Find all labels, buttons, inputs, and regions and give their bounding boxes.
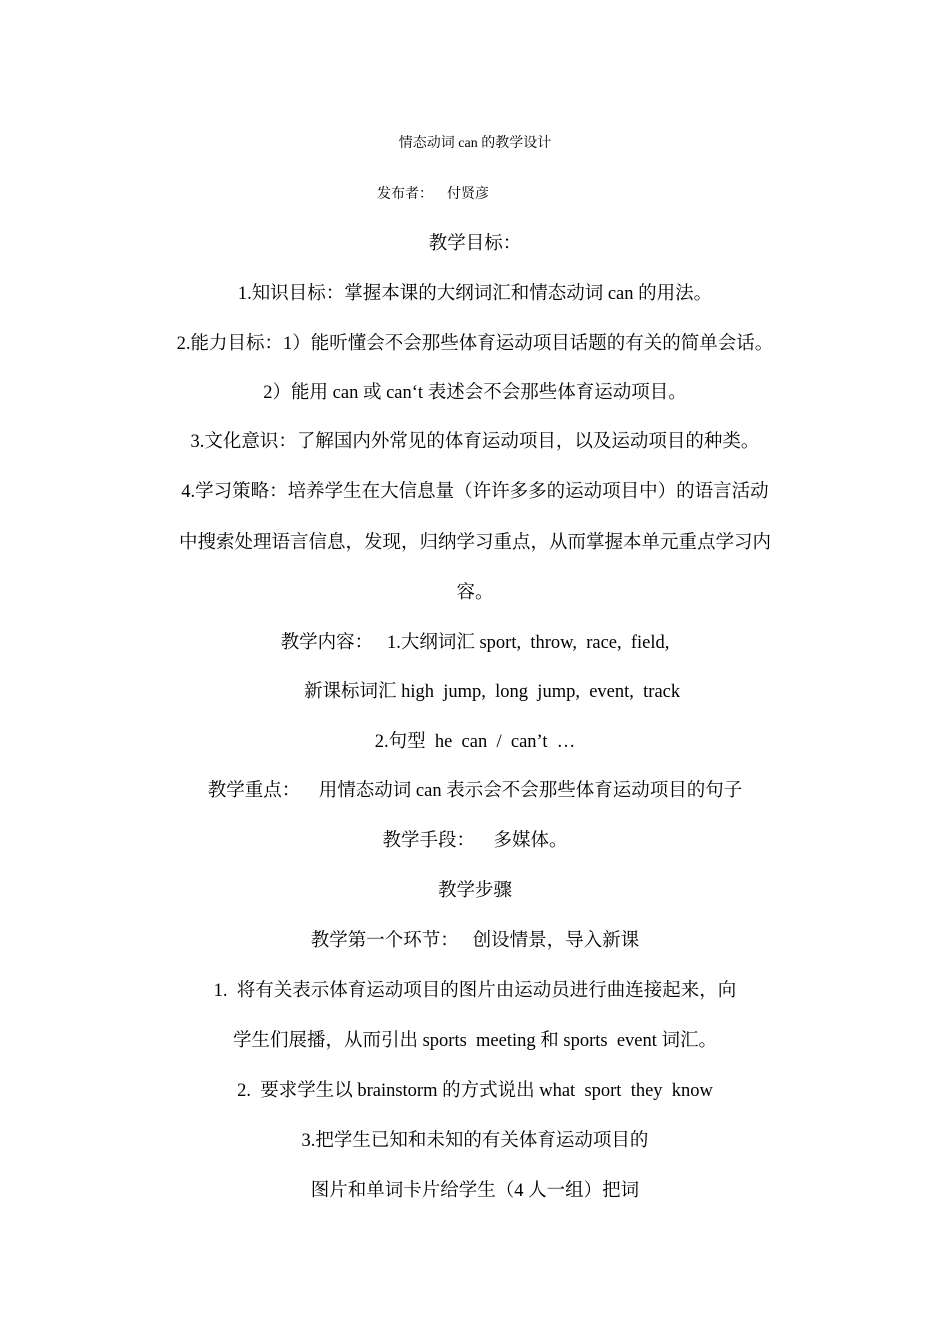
- publisher-name: 付贤彦: [447, 187, 489, 202]
- section-heading-objectives: 教学目标：: [428, 234, 522, 254]
- paragraph-line: 2.能力目标：1）能听懂会不会那些体育运动项目话题的有关的简单会话。: [176, 334, 774, 354]
- paragraph-line: 2. 要求学生以 brainstorm 的方式说出 what sport they know: [237, 1081, 713, 1101]
- paragraph-line: 3.把学生已知和未知的有关体育运动项目的: [301, 1131, 649, 1151]
- paragraph-line: 1.知识目标：掌握本课的大纲词汇和情态动词 can 的用法。: [237, 284, 713, 304]
- paragraph-line: 2.句型 he can / can’t …: [374, 732, 576, 752]
- paragraph-line: 3.文化意识：了解国内外常见的体育运动项目，以及运动项目的种类。: [190, 432, 760, 452]
- paragraph-line: 教学第一个环节： 创设情景，导入新课: [310, 931, 640, 951]
- publisher-label: 发布者：: [377, 187, 433, 202]
- paragraph-line: 1. 将有关表示体育运动项目的图片由运动员进行曲连接起来，向: [213, 981, 737, 1001]
- paragraph-line: 教学重点： 用情态动词 can 表示会不会那些体育运动项目的句子: [207, 781, 743, 801]
- paragraph-line: 中搜索处理语言信息，发现，归纳学习重点，从而掌握本单元重点学习内: [178, 533, 771, 553]
- publisher-line: [377, 188, 489, 202]
- paragraph-line: 2）能用 can 或 can‘t 表述会不会那些体育运动项目。: [263, 383, 687, 403]
- paragraph-line: 教学手段： 多媒体。: [382, 831, 568, 851]
- paragraph-line: 4.学习策略：培养学生在大信息量（许许多多的运动项目中）的语言活动: [181, 482, 769, 502]
- paragraph-line: 新课标词汇 high jump, long jump, event, track: [304, 682, 681, 702]
- paragraph-line: 学生们展播，从而引出 sports meeting 和 sports event 词汇。: [232, 1031, 718, 1051]
- document-title: 情态动词 can 的教学设计: [398, 136, 552, 151]
- paragraph-line: 教学内容： 1.大纲词汇 sport, throw, race, field,: [280, 633, 670, 653]
- paragraph-line: 图片和单词卡片给学生（4 人一组）把词: [310, 1181, 640, 1201]
- paragraph-line: 容。: [456, 583, 494, 603]
- section-heading-steps: 教学步骤: [437, 881, 512, 901]
